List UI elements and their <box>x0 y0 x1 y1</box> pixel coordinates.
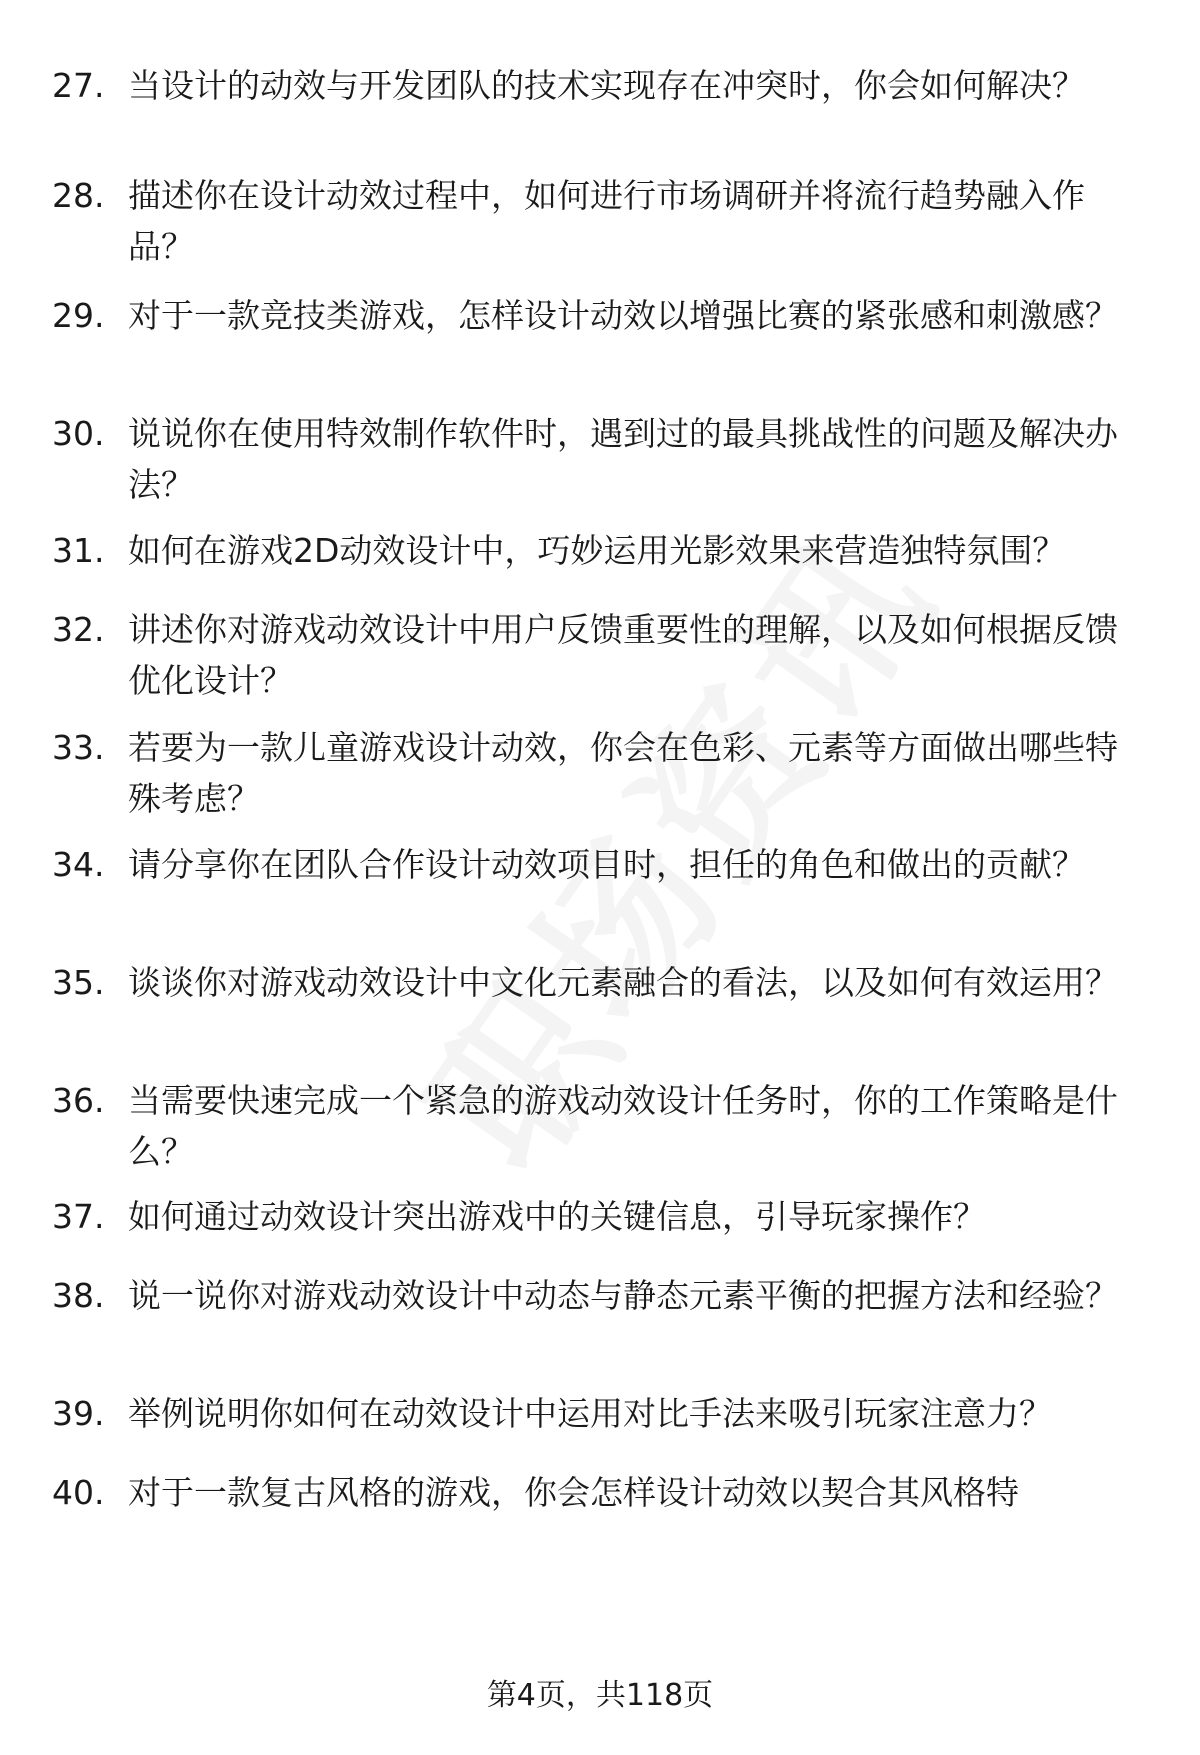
question-text: 当需要快速完成一个紧急的游戏动效设计任务时，你的工作策略是什么？ <box>128 1081 1118 1171</box>
question-number: 40. <box>52 1473 105 1512</box>
question-number: 35. <box>52 963 105 1002</box>
question-text: 当设计的动效与开发团队的技术实现存在冲突时，你会如何解决？ <box>128 66 1085 105</box>
question-text: 对于一款竞技类游戏，怎样设计动效以增强比赛的紧张感和刺激感？ <box>128 296 1118 335</box>
question-text: 请分享你在团队合作设计动效项目时，担任的角色和做出的贡献？ <box>128 845 1085 884</box>
question-number: 37. <box>52 1197 105 1236</box>
question-number: 27. <box>52 66 105 105</box>
question-text: 对于一款复古风格的游戏，你会怎样设计动效以契合其风格特 <box>128 1473 1019 1512</box>
question-number: 28. <box>52 176 105 215</box>
question-text: 描述你在设计动效过程中，如何进行市场调研并将流行趋势融入作品？ <box>128 176 1085 266</box>
question-number: 34. <box>52 845 105 884</box>
question-text: 谈谈你对游戏动效设计中文化元素融合的看法，以及如何有效运用？ <box>128 963 1118 1002</box>
question-number: 32. <box>52 610 105 649</box>
question-number: 31. <box>52 531 105 570</box>
question-text: 如何在游戏2D动效设计中，巧妙运用光影效果来营造独特氛围？ <box>128 531 1066 570</box>
question-number: 38. <box>52 1276 105 1315</box>
question-text: 若要为一款儿童游戏设计动效，你会在色彩、元素等方面做出哪些特殊考虑？ <box>128 728 1118 818</box>
question-text: 说一说你对游戏动效设计中动态与静态元素平衡的把握方法和经验？ <box>128 1276 1118 1315</box>
question-number: 33. <box>52 728 105 767</box>
question-number: 36. <box>52 1081 105 1120</box>
question-number: 29. <box>52 296 105 335</box>
question-text: 说说你在使用特效制作软件时，遇到过的最具挑战性的问题及解决办法？ <box>128 414 1118 504</box>
question-text: 讲述你对游戏动效设计中用户反馈重要性的理解，以及如何根据反馈优化设计？ <box>128 610 1118 700</box>
page-number-footer: 第4页，共118页 <box>486 1678 714 1713</box>
question-number: 30. <box>52 414 105 453</box>
question-text: 举例说明你如何在动效设计中运用对比手法来吸引玩家注意力？ <box>128 1394 1052 1433</box>
question-number: 39. <box>52 1394 105 1433</box>
question-text: 如何通过动效设计突出游戏中的关键信息，引导玩家操作？ <box>128 1197 986 1236</box>
